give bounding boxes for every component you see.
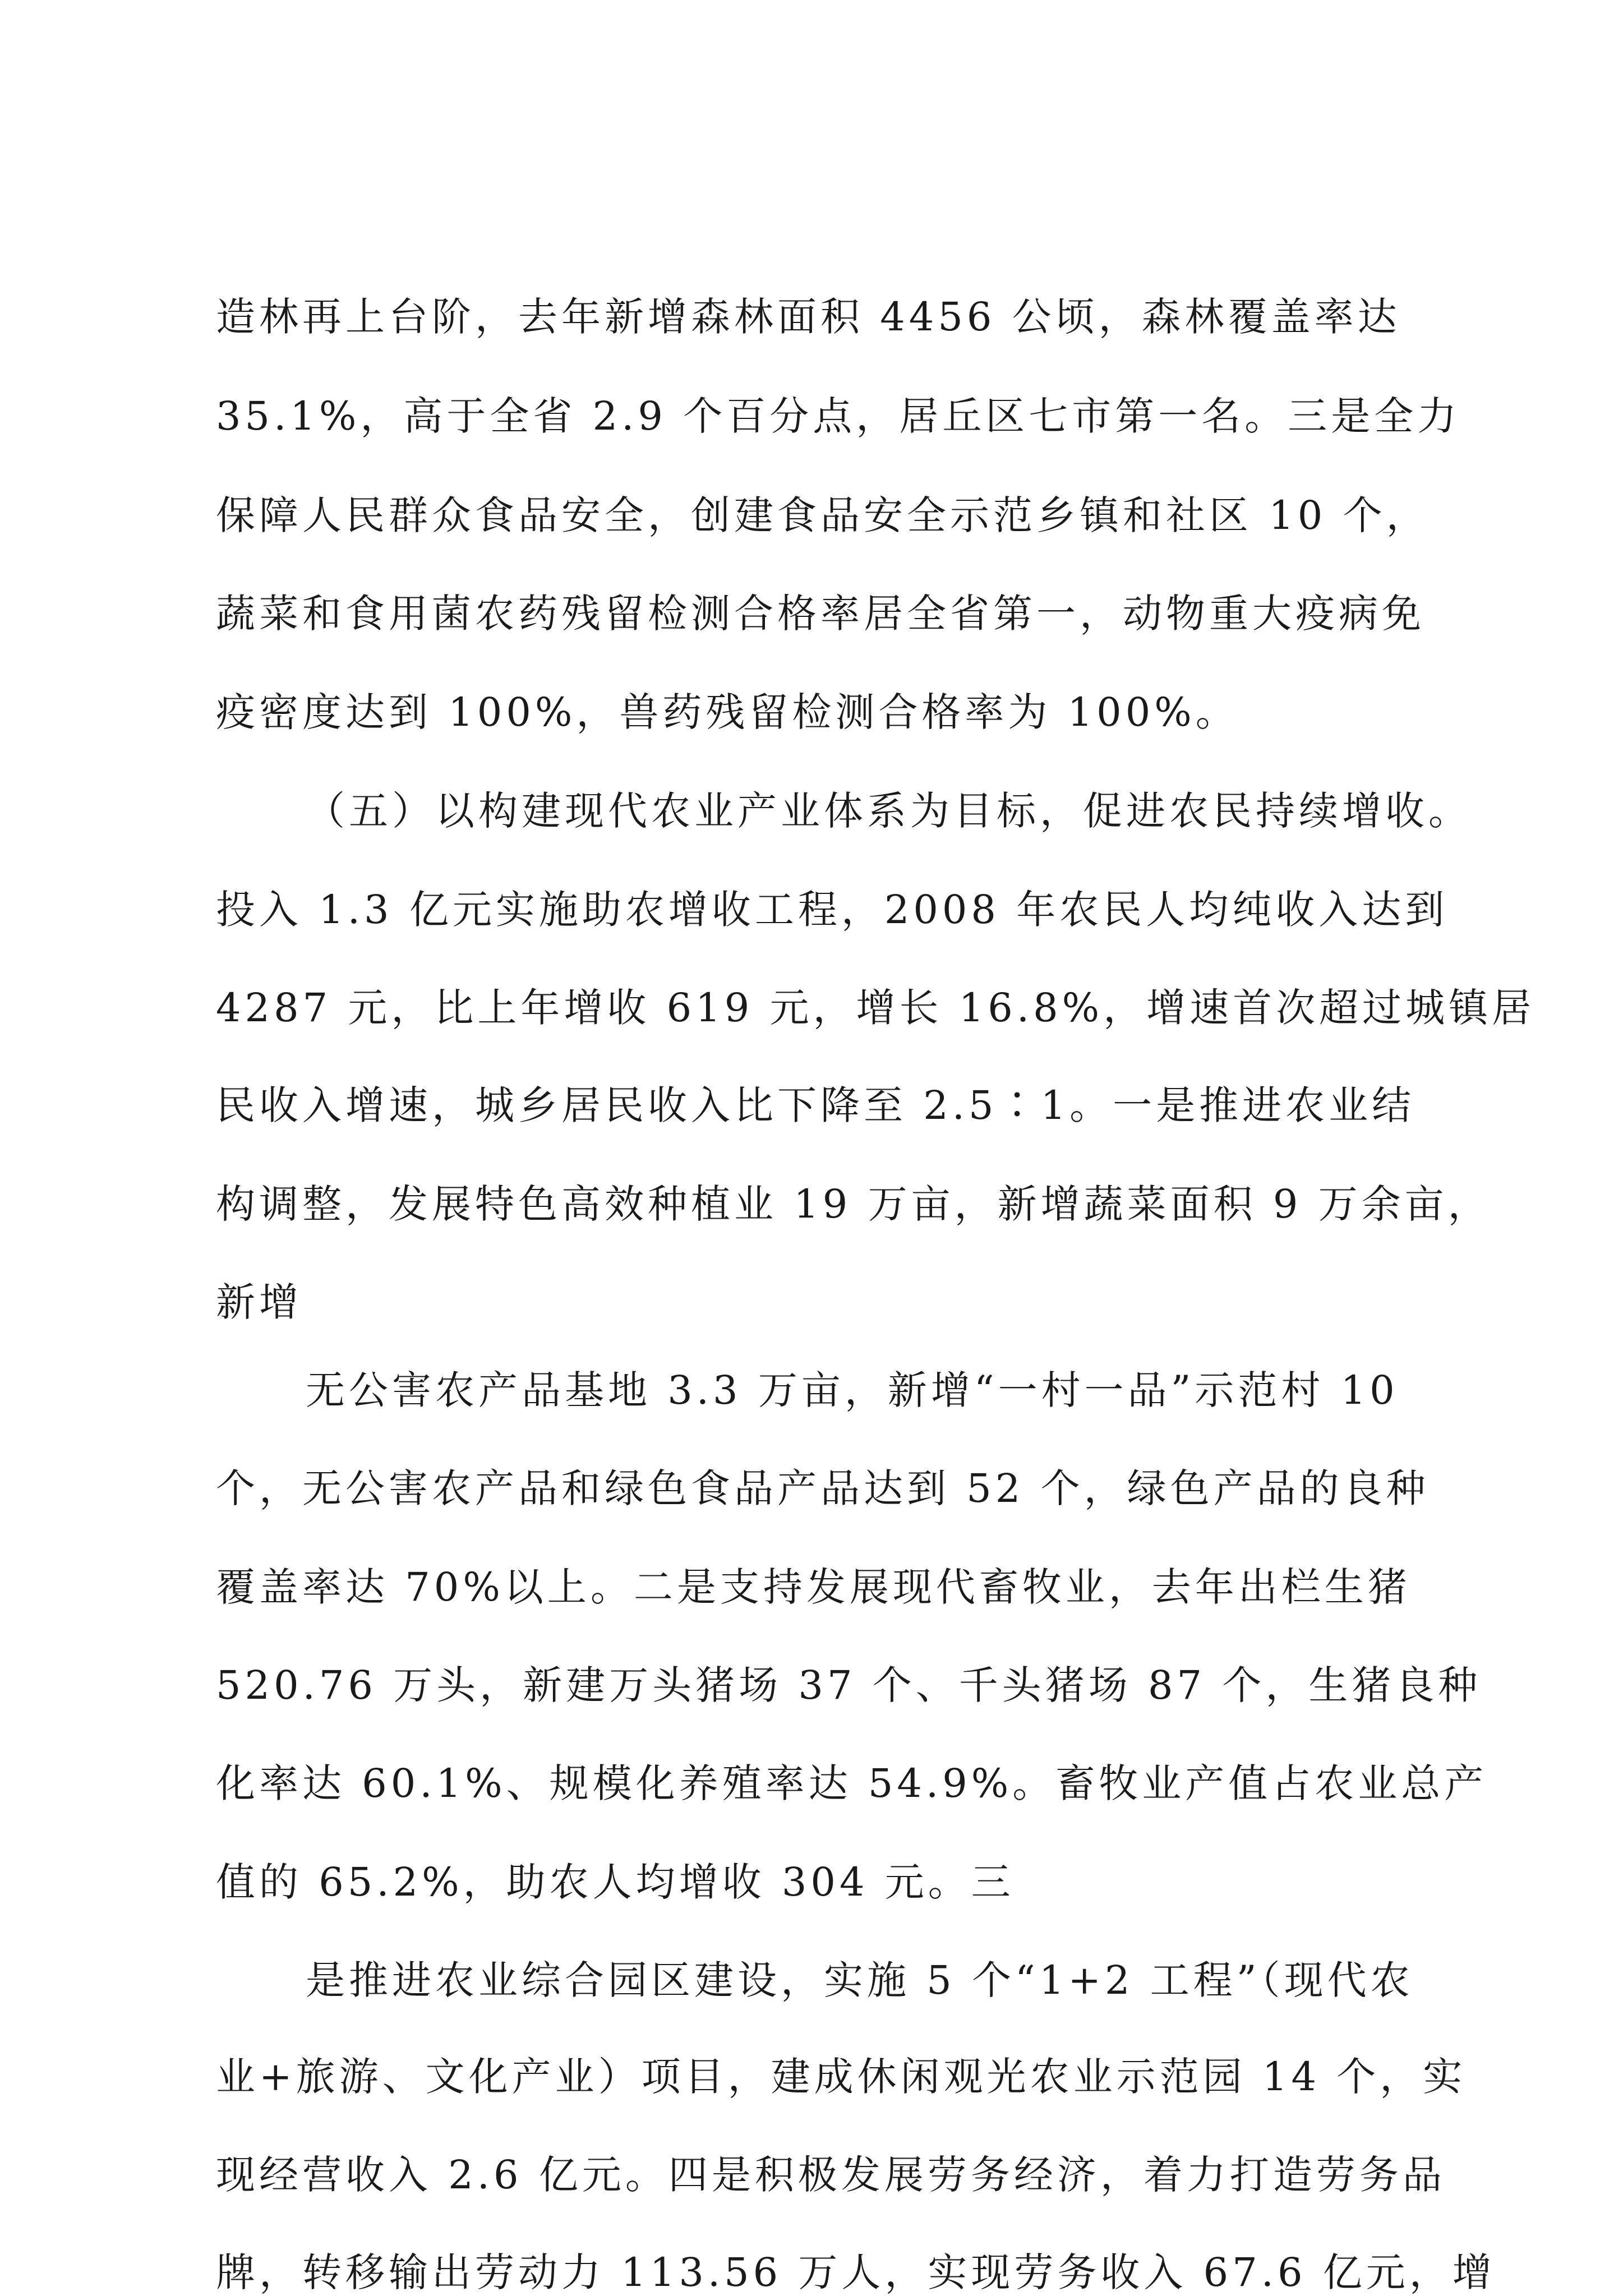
text-line: 投入 1.3 亿元实施助农增收工程，2008 年农民人均纯收入达到	[216, 887, 1449, 933]
text-line: 是推进农业综合园区建设，实施 5 个“1+2 工程”（现代农	[306, 1957, 1414, 2003]
text-line: 35.1%，高于全省 2.9 个百分点，居丘区七市第一名。三是全力	[216, 393, 1461, 439]
section-heading: （五）以构建现代农业产业体系为目标，促进农民持续增收。	[306, 788, 1472, 834]
text-line: 520.76 万头，新建万头猪场 37 个、千头猪场 87 个，生猪良种	[216, 1662, 1482, 1708]
text-line: 构调整，发展特色高效种植业 19 万亩，新增蔬菜面积 9 万余亩，	[216, 1181, 1491, 1227]
text-line: 新增	[216, 1279, 302, 1325]
text-line: 民收入增速，城乡居民收入比下降至 2.5∶1。一是推进农业结	[216, 1082, 1415, 1128]
text-line: 值的 65.2%，助农人均增收 304 元。三	[216, 1859, 1015, 1905]
text-line: 现经营收入 2.6 亿元。四是积极发展劳务经济，着力打造劳务品	[216, 2152, 1446, 2198]
text-line: 疫密度达到 100%，兽药残留检测合格率为 100%。	[216, 689, 1239, 735]
text-line: 无公害农产品基地 3.3 万亩，新增“一村一品”示范村 10	[306, 1367, 1399, 1413]
text-line: 业+旅游、文化产业）项目，建成休闲观光农业示范园 14 个，实	[216, 2054, 1467, 2100]
text-line: 覆盖率达 70%以上。二是支持发展现代畜牧业，去年出栏生猪	[216, 1564, 1411, 1610]
text-line: 造林再上台阶，去年新增森林面积 4456 公顷，森林覆盖率达	[216, 294, 1401, 340]
text-line: 个，无公害农产品和绿色食品产品达到 52 个，绿色产品的良种	[216, 1465, 1430, 1511]
text-line: 牌，转移输出劳动力 113.56 万人，实现劳务收入 67.6 亿元，增	[216, 2249, 1496, 2295]
text-line: 蔬菜和食用菌农药残留检测合格率居全省第一，动物重大疫病免	[216, 591, 1425, 637]
text-line: 保障人民群众食品安全，创建食品安全示范乡镇和社区 10 个，	[216, 492, 1430, 538]
text-line: 化率达 60.1%、规模化养殖率达 54.9%。畜牧业产值占农业总产	[216, 1760, 1488, 1806]
text-line: 4287 元，比上年增收 619 元，增长 16.8%，增速首次超过城镇居	[216, 985, 1536, 1031]
